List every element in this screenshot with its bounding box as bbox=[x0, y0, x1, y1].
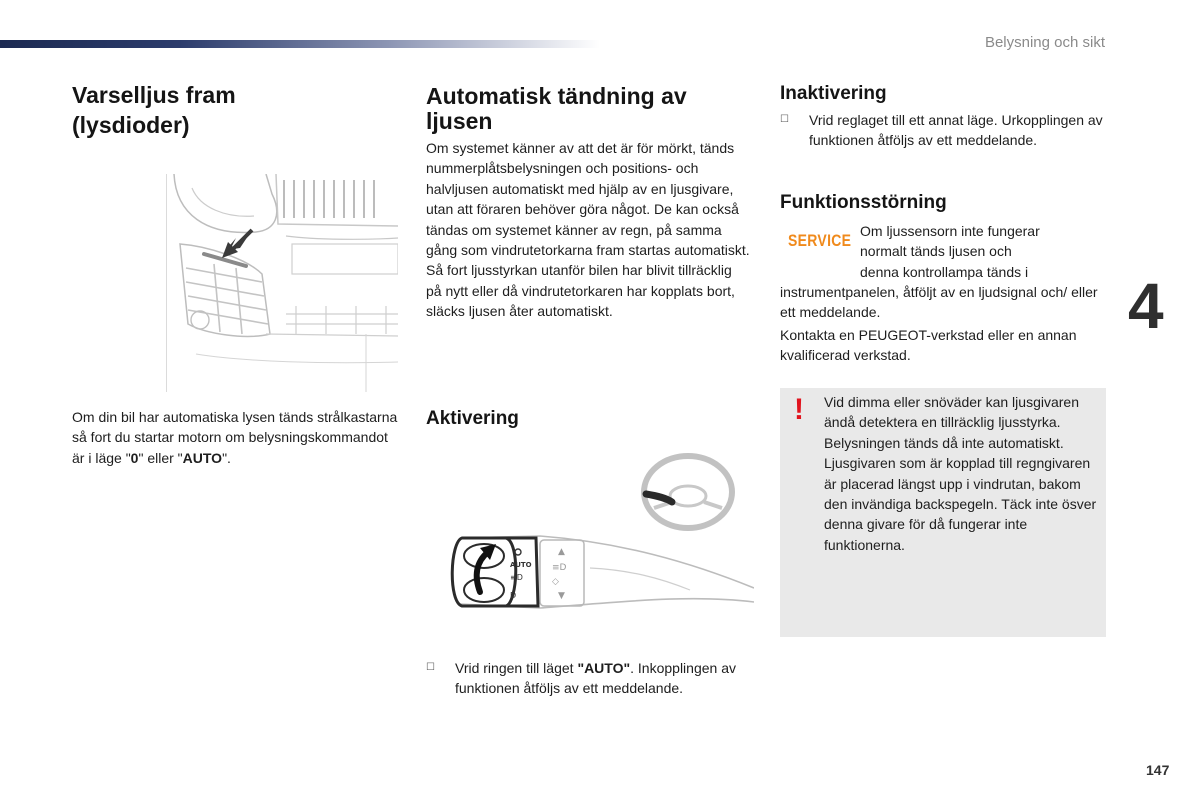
deactivation-title: Inaktivering bbox=[780, 83, 887, 104]
front-bumper-led-illustration bbox=[166, 174, 398, 392]
malfunction-line-3: denna kontrollampa tänds i bbox=[860, 263, 1029, 280]
warning-note-box bbox=[780, 388, 1106, 637]
title-line-2: (lysdioder) bbox=[72, 112, 190, 138]
auto-lights-title: Automatisk tändning av ljusen bbox=[426, 83, 687, 134]
malfunction-title: Funktionsstörning bbox=[780, 192, 947, 213]
svg-text:▼: ▼ bbox=[558, 591, 565, 601]
caption-text-2: " eller " bbox=[138, 449, 183, 466]
malfunction-text-bottom: instrumentpanelen, åtföljt av en ljudsignal och/ eller ett meddelande. bbox=[780, 284, 1098, 321]
stalk-auto-label: AUTO bbox=[510, 561, 532, 569]
daytime-lights-caption bbox=[72, 407, 402, 468]
warning-note-text bbox=[824, 392, 1104, 555]
warning-paragraph-2: Ljusgivaren som är kopplad till regngivaren är placerad längst upp i vindrutan, bakom den invändiga backspegeln. Täck inte ösver denna givare för då fungerar inte funktionerna. bbox=[824, 455, 1097, 553]
activation-step-text bbox=[426, 658, 750, 699]
caption-bold-auto: AUTO bbox=[182, 449, 223, 466]
contact-workshop-text: Kontakta en PEUGEOT-verkstad eller en annan kvalificerad verkstad. bbox=[780, 327, 1077, 364]
chapter-number: 4 bbox=[1128, 270, 1164, 342]
title-line-1: Varselljus fram bbox=[72, 82, 236, 108]
service-warning-lamp-icon: SERVICE bbox=[788, 230, 852, 250]
caption-text-1: Om din bil har automatiska lysen tänds strålkastarna så fort du startar motorn om belysningskommandot är i läge " bbox=[72, 409, 398, 466]
daytime-lights-title bbox=[72, 80, 402, 140]
malfunction-text-top bbox=[860, 221, 1110, 282]
deactivation-step bbox=[780, 110, 1110, 151]
activation-title: Aktivering bbox=[426, 408, 519, 429]
activation-text-2: . Inkopplingen av funktionen åtföljs av ett meddelande. bbox=[455, 660, 736, 697]
malfunction-line-2: normalt tänds ljusen och bbox=[860, 243, 1012, 260]
svg-text:▲: ▲ bbox=[558, 547, 565, 557]
page-number: 147 bbox=[1146, 762, 1170, 778]
section-title: Belysning och sikt bbox=[984, 34, 1105, 51]
auto-lights-paragraph-1: Om systemet känner av att det är för mörkt, tänds nummerplåtsbelysningen och positions- och halvljusen automatiskt med hjälp av en ljusgivare, utan att föraren behöver göra något. De kan också tändas om systemet känner av regn, på samma gång som vindrutetorkarna fram startas automatiskt. bbox=[426, 140, 750, 259]
checkbox-bullet-icon: ☐ bbox=[426, 662, 435, 673]
svg-text:◇: ◇ bbox=[552, 577, 559, 587]
caption-bold-0: 0 bbox=[130, 449, 139, 466]
activation-text-1: Vrid ringen till läget bbox=[455, 660, 578, 676]
svg-text:≡D: ≡D bbox=[552, 563, 567, 573]
warning-paragraph-1: Vid dimma eller snöväder kan ljusgivaren ändå detektera en tillräcklig ljusstyrka. Belysningen tänds då inte automatiskt. bbox=[824, 394, 1079, 451]
lighting-stalk-illustration bbox=[440, 452, 754, 622]
malfunction-line-1: Om ljussensorn inte fungerar bbox=[860, 223, 1040, 239]
activation-step bbox=[426, 658, 750, 699]
caption-text-3: ". bbox=[222, 449, 231, 466]
header-accent-bar bbox=[0, 40, 600, 48]
exclamation-icon: ! bbox=[794, 393, 804, 426]
deactivation-step-text: Vrid reglaget till ett annat läge. Urkopplingen av funktionen åtföljs av ett meddelande. bbox=[809, 112, 1103, 149]
auto-lights-description bbox=[426, 138, 750, 322]
svg-text:≡D: ≡D bbox=[510, 573, 523, 582]
activation-bold-auto: "AUTO" bbox=[577, 660, 631, 676]
checkbox-bullet-icon: ☐ bbox=[780, 114, 789, 125]
auto-lights-paragraph-2: Så fort ljusstyrkan utanför bilen har blivit tillräcklig på nytt eller då vindrutetorkaren har kopplats bort, släcks ljusen åter automatiskt. bbox=[426, 262, 735, 320]
svg-text:D: D bbox=[510, 591, 517, 600]
